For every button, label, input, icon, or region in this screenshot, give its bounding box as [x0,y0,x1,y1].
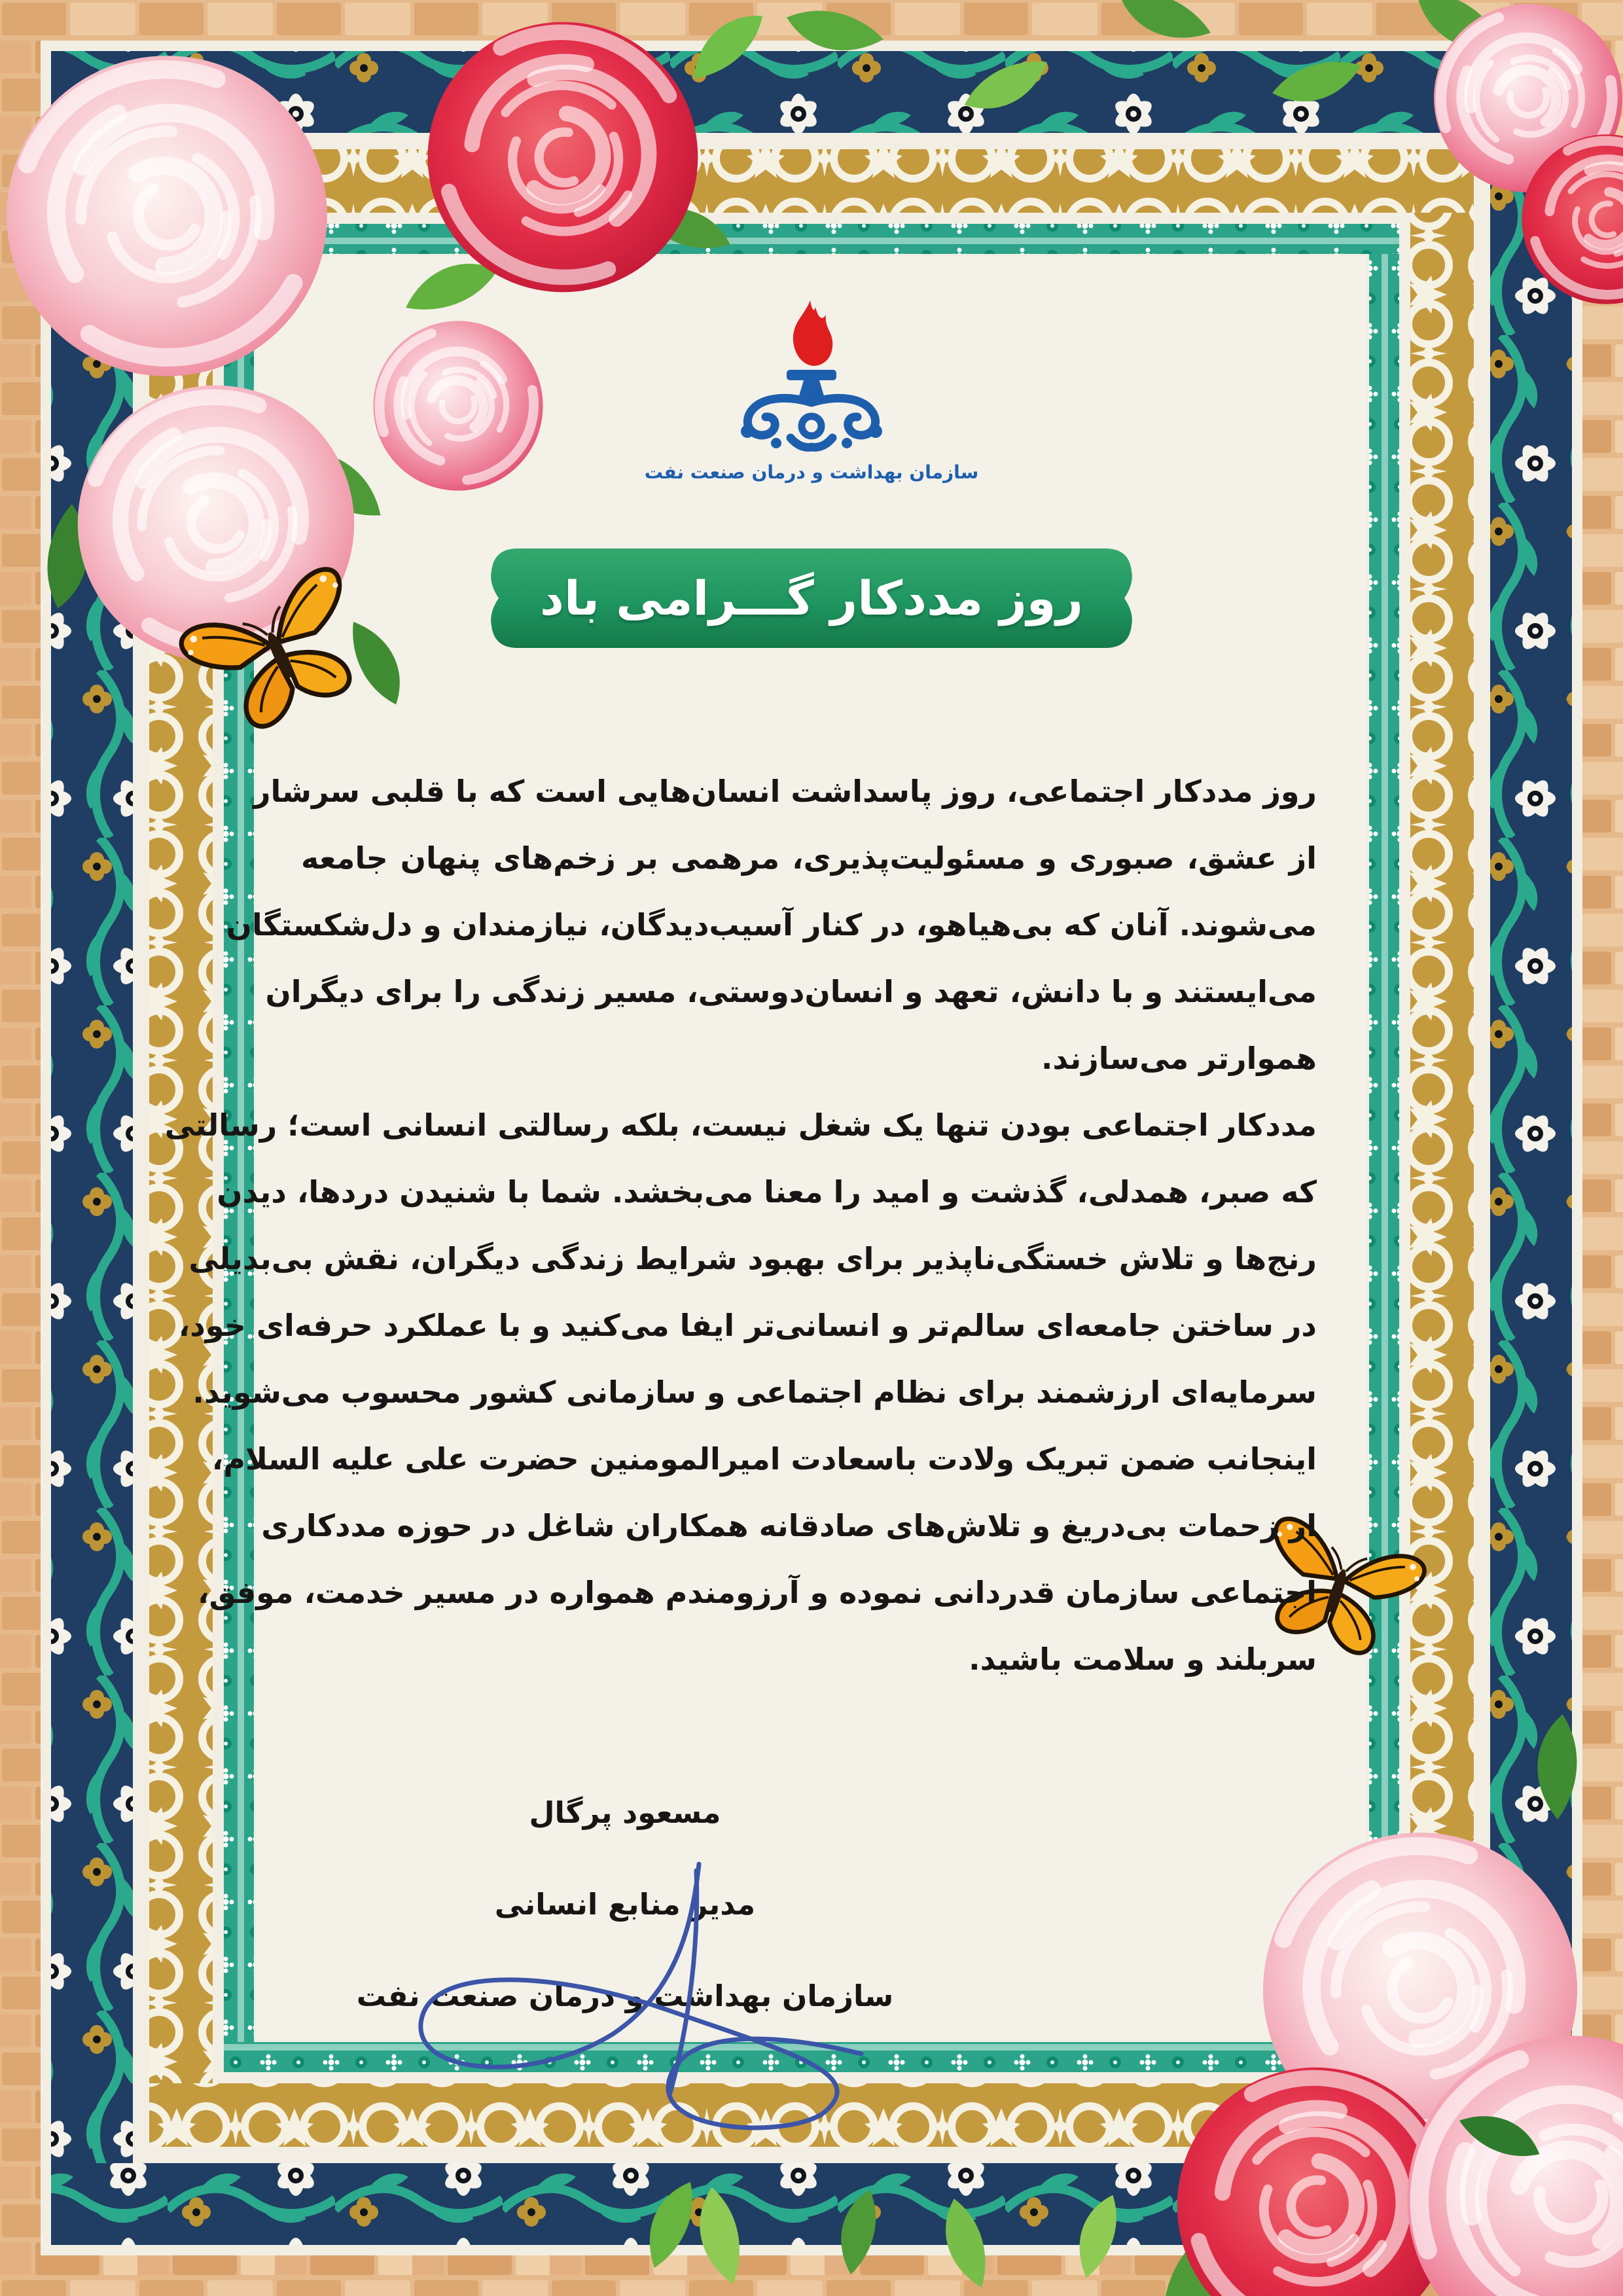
body-line: از عشق، صبوری و مسئولیت‌پذیری، مرهمی بر زخم‌های پنهان جامعه [301,840,1317,876]
signer-title: مدیر منابع انسانی [494,1887,756,1922]
signature-block [262,1767,988,2042]
body-line: در ساختن جامعه‌ای سالم‌تر و انسانی‌تر ایفا می‌کنید و با عملکرد حرفه‌ای خود، [178,1308,1317,1343]
body-line: سرمایه‌ای ارزشمند برای نظام اجتماعی و سازمانی کشور محسوب می‌شوید. [192,1374,1317,1410]
body-line: مددکار اجتماعی بودن تنها یک شغل نیست، بلکه رسالتی انسانی است؛ رسالتی [164,1107,1317,1143]
petroleum-health-org-logo-icon [713,298,910,455]
banner [468,541,1155,656]
flame-icon [793,300,832,366]
body-line: اجتماعی سازمان قدردانی نموده و آرزومندم همواره در مسیر خدمت، موفق، [198,1575,1317,1610]
signer-org: سازمان بهداشت و درمان صنعت نفت [356,1979,894,2013]
body-line: اینجانب ضمن تبریک ولادت باسعادت امیرالمومنین حضرت علی علیه السلام، [211,1441,1317,1477]
banner-title: روز مددکار گـــرامی باد [540,571,1083,626]
signer-name: مسعود پرگال [529,1795,721,1830]
body-line: روز مددکار اجتماعی، روز پاسداشت انسان‌هایی است که با قلبی سرشار [253,774,1317,809]
org-logo [582,298,1041,483]
message-body [164,758,1317,1693]
body-line: رنج‌ها و تلاش خستگی‌ناپذیر برای بهبود شرایط زندگی دیگران، نقش بی‌بدیلی [188,1241,1317,1276]
body-line: می‌شوند. آنان که بی‌هیاهو، در کنار آسیب‌دیدگان، نیازمندان و دل‌شکستگان [226,907,1317,942]
body-line: از زحمات بی‌دریغ و تلاش‌های صادقانه همکاران شاغل در حوزه مددکاری [261,1508,1317,1543]
body-line: هموارتر می‌سازند. [1041,1041,1317,1076]
org-name-text: سازمان بهداشت و درمان صنعت نفت [644,461,979,483]
body-line: سربلند و سلامت باشید. [969,1641,1317,1677]
body-line: می‌ایستند و با دانش، تعهد و انسان‌دوستی، مسیر زندگی را برای دیگران [265,974,1317,1009]
body-line: که صبر، همدلی، گذشت و امید را معنا می‌بخشد. شما با شنیدن دردها، دیدن [217,1174,1317,1210]
